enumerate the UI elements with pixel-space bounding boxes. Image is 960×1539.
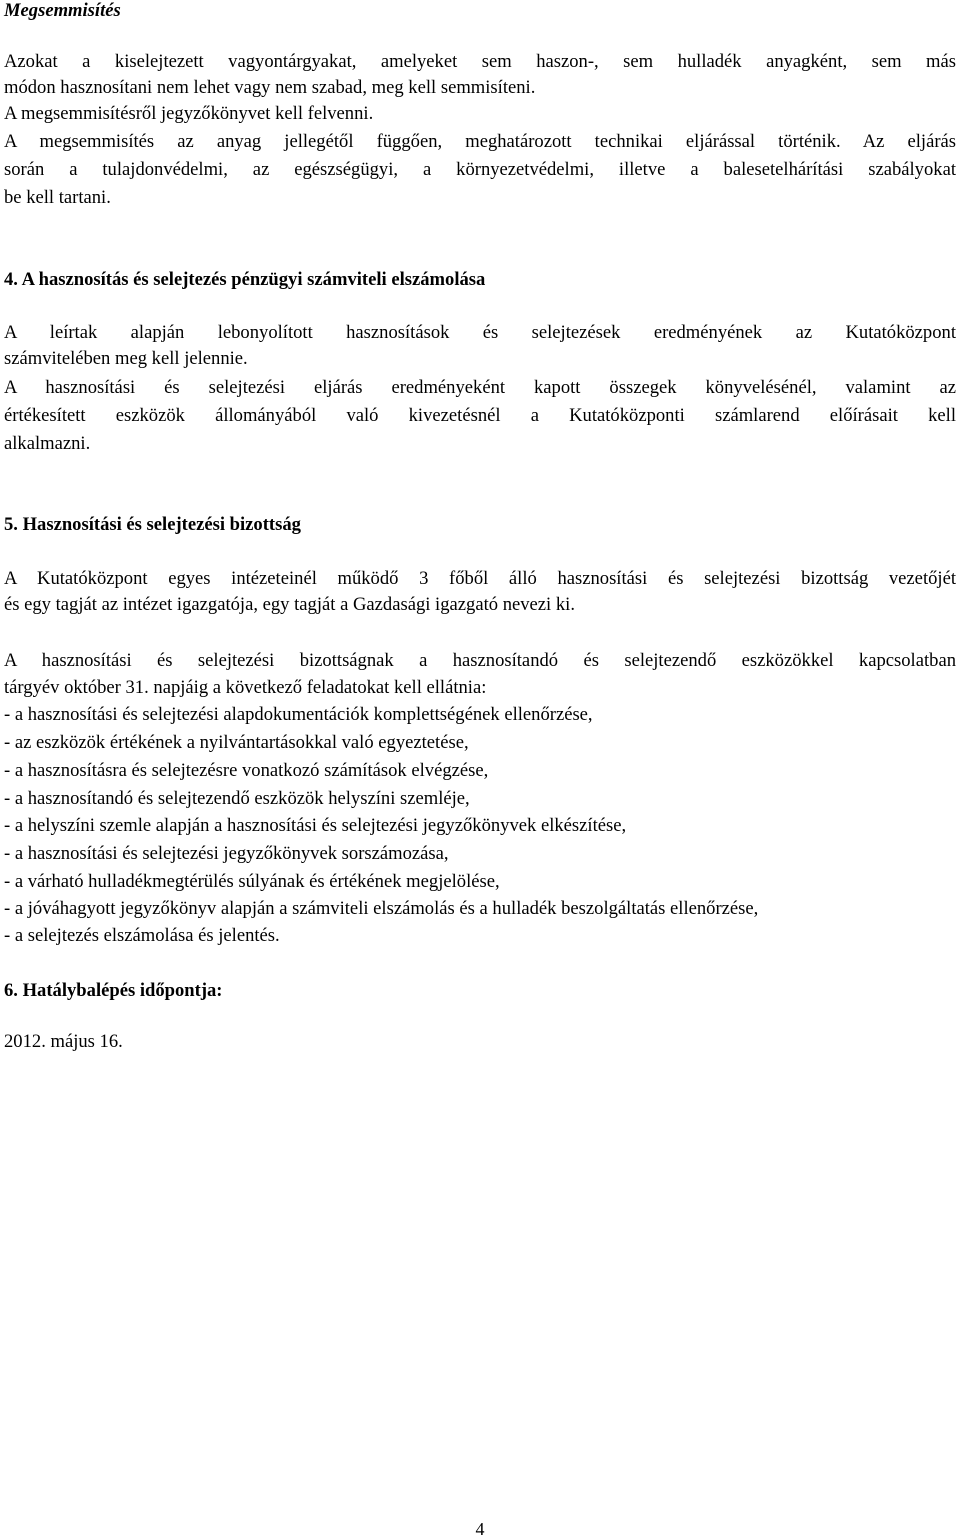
- destruction-line: A megsemmisítés az anyag jellegétől függően, meghatározott technikai eljárással történik. Az eljárás: [4, 131, 956, 152]
- section-5-heading: 5. Hasznosítási és selejtezési bizottság: [4, 514, 301, 535]
- section-6-heading: 6. Hatálybalépés időpontja:: [4, 980, 223, 1001]
- section-5-para1-line: A Kutatóközpont egyes intézeteinél működő 3 főből álló hasznosítási és selejtezési bizottság vezetőjét: [4, 568, 956, 589]
- section-4-line: számvitelében meg kell jelennie.: [4, 348, 248, 369]
- section-4-line: alkalmazni.: [4, 433, 91, 454]
- section-5-para2-line: A hasznosítási és selejtezési bizottságnak a hasznosítandó és selejtezendő eszközökkel kapcsolatban: [4, 650, 956, 671]
- task-list-item: - a helyszíni szemle alapján a hasznosítási és selejtezési jegyzőkönyvek elkészítése,: [4, 815, 627, 836]
- task-list-item: - a jóváhagyott jegyzőkönyv alapján a számviteli elszámolás és a hulladék beszolgáltatás ellenőrzése,: [4, 898, 759, 919]
- task-list-item: - a hasznosítási és selejtezési alapdokumentációk komplettségének ellenőrzése,: [4, 704, 593, 725]
- task-list-item: - a hasznosítási és selejtezési jegyzőkönyvek sorszámozása,: [4, 843, 449, 864]
- section-4-line: A hasznosítási és selejtezési eljárás eredményeként kapott összegek könyvelésénél, valamint az: [4, 377, 956, 398]
- destruction-line: A megsemmisítésről jegyzőkönyvet kell felvenni.: [4, 103, 374, 124]
- section-4-line: értékesített eszközök állományából való kivezetésnél a Kutatóközponti számlarend előírásait kell: [4, 405, 956, 426]
- destruction-line: során a tulajdonvédelmi, az egészségügyi, a környezetvédelmi, illetve a balesetelhárítási szabályokat: [4, 159, 956, 180]
- page-number: 4: [475, 1519, 485, 1539]
- section-4-line: A leírtak alapján lebonyolított hasznosítások és selejtezések eredményének az Kutatóközpont: [4, 322, 956, 343]
- task-list-item: - a várható hulladékmegtérülés súlyának és értékének megjelölése,: [4, 871, 500, 892]
- destruction-line: módon hasznosítani nem lehet vagy nem szabad, meg kell semmisíteni.: [4, 77, 536, 98]
- section-5-para1-line: és egy tagját az intézet igazgatója, egy tagját a Gazdasági igazgató nevezi ki.: [4, 594, 575, 615]
- section-5-para2-line: tárgyév október 31. napjáig a következő feladatokat kell ellátnia:: [4, 677, 487, 698]
- task-list-item: - a hasznosításra és selejtezésre vonatkozó számítások elvégzése,: [4, 760, 489, 781]
- destruction-line: be kell tartani.: [4, 187, 111, 208]
- section-4-heading: 4. A hasznosítás és selejtezés pénzügyi számviteli elszámolása: [4, 269, 486, 290]
- task-list-item: - a selejtezés elszámolása és jelentés.: [4, 925, 280, 946]
- task-list-item: - a hasznosítandó és selejtezendő eszközök helyszíni szemléje,: [4, 788, 470, 809]
- destruction-heading: Megsemmisítés: [4, 0, 121, 21]
- destruction-line: Azokat a kiselejtezett vagyontárgyakat, amelyeket sem haszon-, sem hulladék anyagként, sem más: [4, 51, 956, 72]
- task-list-item: - az eszközök értékének a nyilvántartásokkal való egyeztetése,: [4, 732, 469, 753]
- effective-date: 2012. május 16.: [4, 1031, 123, 1052]
